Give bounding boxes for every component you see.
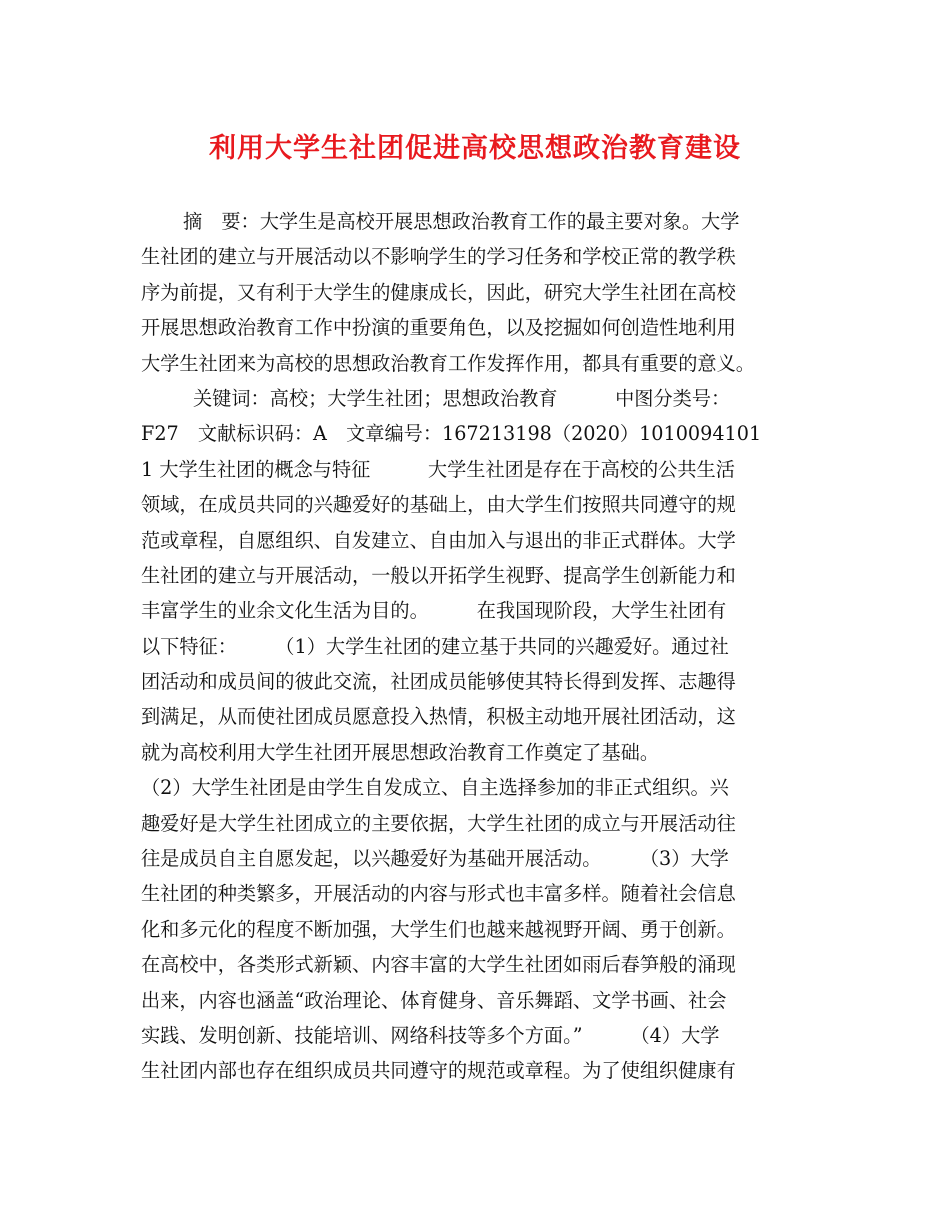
- body-line: 大学生社团来为高校的思想政治教育工作发挥作用，都具有重要的意义。: [141, 351, 755, 375]
- body-line: 生社团的建立与开展活动，一般以开拓学生视野、提高学生创新能力和: [141, 563, 736, 587]
- body-line: 生社团内部也存在组织成员共同遵守的规范或章程。为了使组织健康有: [141, 1059, 736, 1083]
- body-line: （2）大学生社团是由学生自发成立、自主选择参加的非正式组织。兴: [141, 776, 729, 800]
- document-title: 利用大学生社团促进高校思想政治教育建设: [209, 133, 741, 164]
- keywords-line: 关键词：高校；大学生社团；思想政治教育 中图分类号：: [193, 386, 731, 410]
- body-line: 以下特征： （1）大学生社团的建立基于共同的兴趣爱好。通过社: [141, 634, 729, 658]
- body-line: 生社团的建立与开展活动以不影响学生的学习任务和学校正常的教学秩: [141, 245, 736, 269]
- section-heading-line: 1 大学生社团的概念与特征 大学生社团是存在于高校的公共生活: [141, 457, 735, 481]
- body-line: 生社团的种类繁多，开展活动的内容与形式也丰富多样。随着社会信息: [141, 882, 736, 906]
- body-line: 出来，内容也涵盖“政治理论、体育健身、音乐舞蹈、文学书画、社会: [141, 988, 727, 1012]
- body-line: 团活动和成员间的彼此交流，社团成员能够使其特长得到发挥、志趣得: [141, 670, 736, 694]
- document-body: [141, 204, 813, 1089]
- body-line: 往是成员自主自愿发起，以兴趣爱好为基础开展活动。 （3）大学: [141, 847, 729, 871]
- body-line: 丰富学生的业余文化生活为目的。 在我国现阶段，大学生社团有: [141, 599, 727, 623]
- body-line: 化和多元化的程度不断加强，大学生们也越来越视野开阔、勇于创新。: [141, 917, 736, 941]
- body-line: 在高校中，各类形式新颖、内容丰富的大学生社团如雨后春笋般的涌现: [141, 953, 736, 977]
- body-line: 开展思想政治教育工作中扮演的重要角色，以及挖掘如何创造性地利用: [141, 316, 736, 340]
- body-line: 范或章程，自愿组织、自发建立、自由加入与退出的非正式群体。大学: [141, 528, 736, 552]
- body-line: 实践、发明创新、技能培训、网络科技等多个方面。” （4）大学: [141, 1023, 720, 1047]
- abstract-line: 摘 要：大学生是高校开展思想政治教育工作的最主要对象。大学: [183, 210, 740, 233]
- body-line: 序为前提，又有利于大学生的健康成长，因此，研究大学生社团在高校: [141, 280, 736, 304]
- body-line: 领域，在成员共同的兴趣爱好的基础上，由大学生们按照共同遵守的规: [141, 493, 736, 517]
- body-line: 趣爱好是大学生社团成立的主要依据，大学生社团的成立与开展活动往: [141, 811, 736, 835]
- body-line: 到满足，从而使社团成员愿意投入热情，积极主动地开展社团活动，这: [141, 705, 736, 729]
- body-line: 就为高校利用大学生社团开展思想政治教育工作奠定了基础。: [141, 740, 660, 764]
- classification-line: F27 文献标识码：A 文章编号：167213198（2020）1010094101: [141, 422, 762, 446]
